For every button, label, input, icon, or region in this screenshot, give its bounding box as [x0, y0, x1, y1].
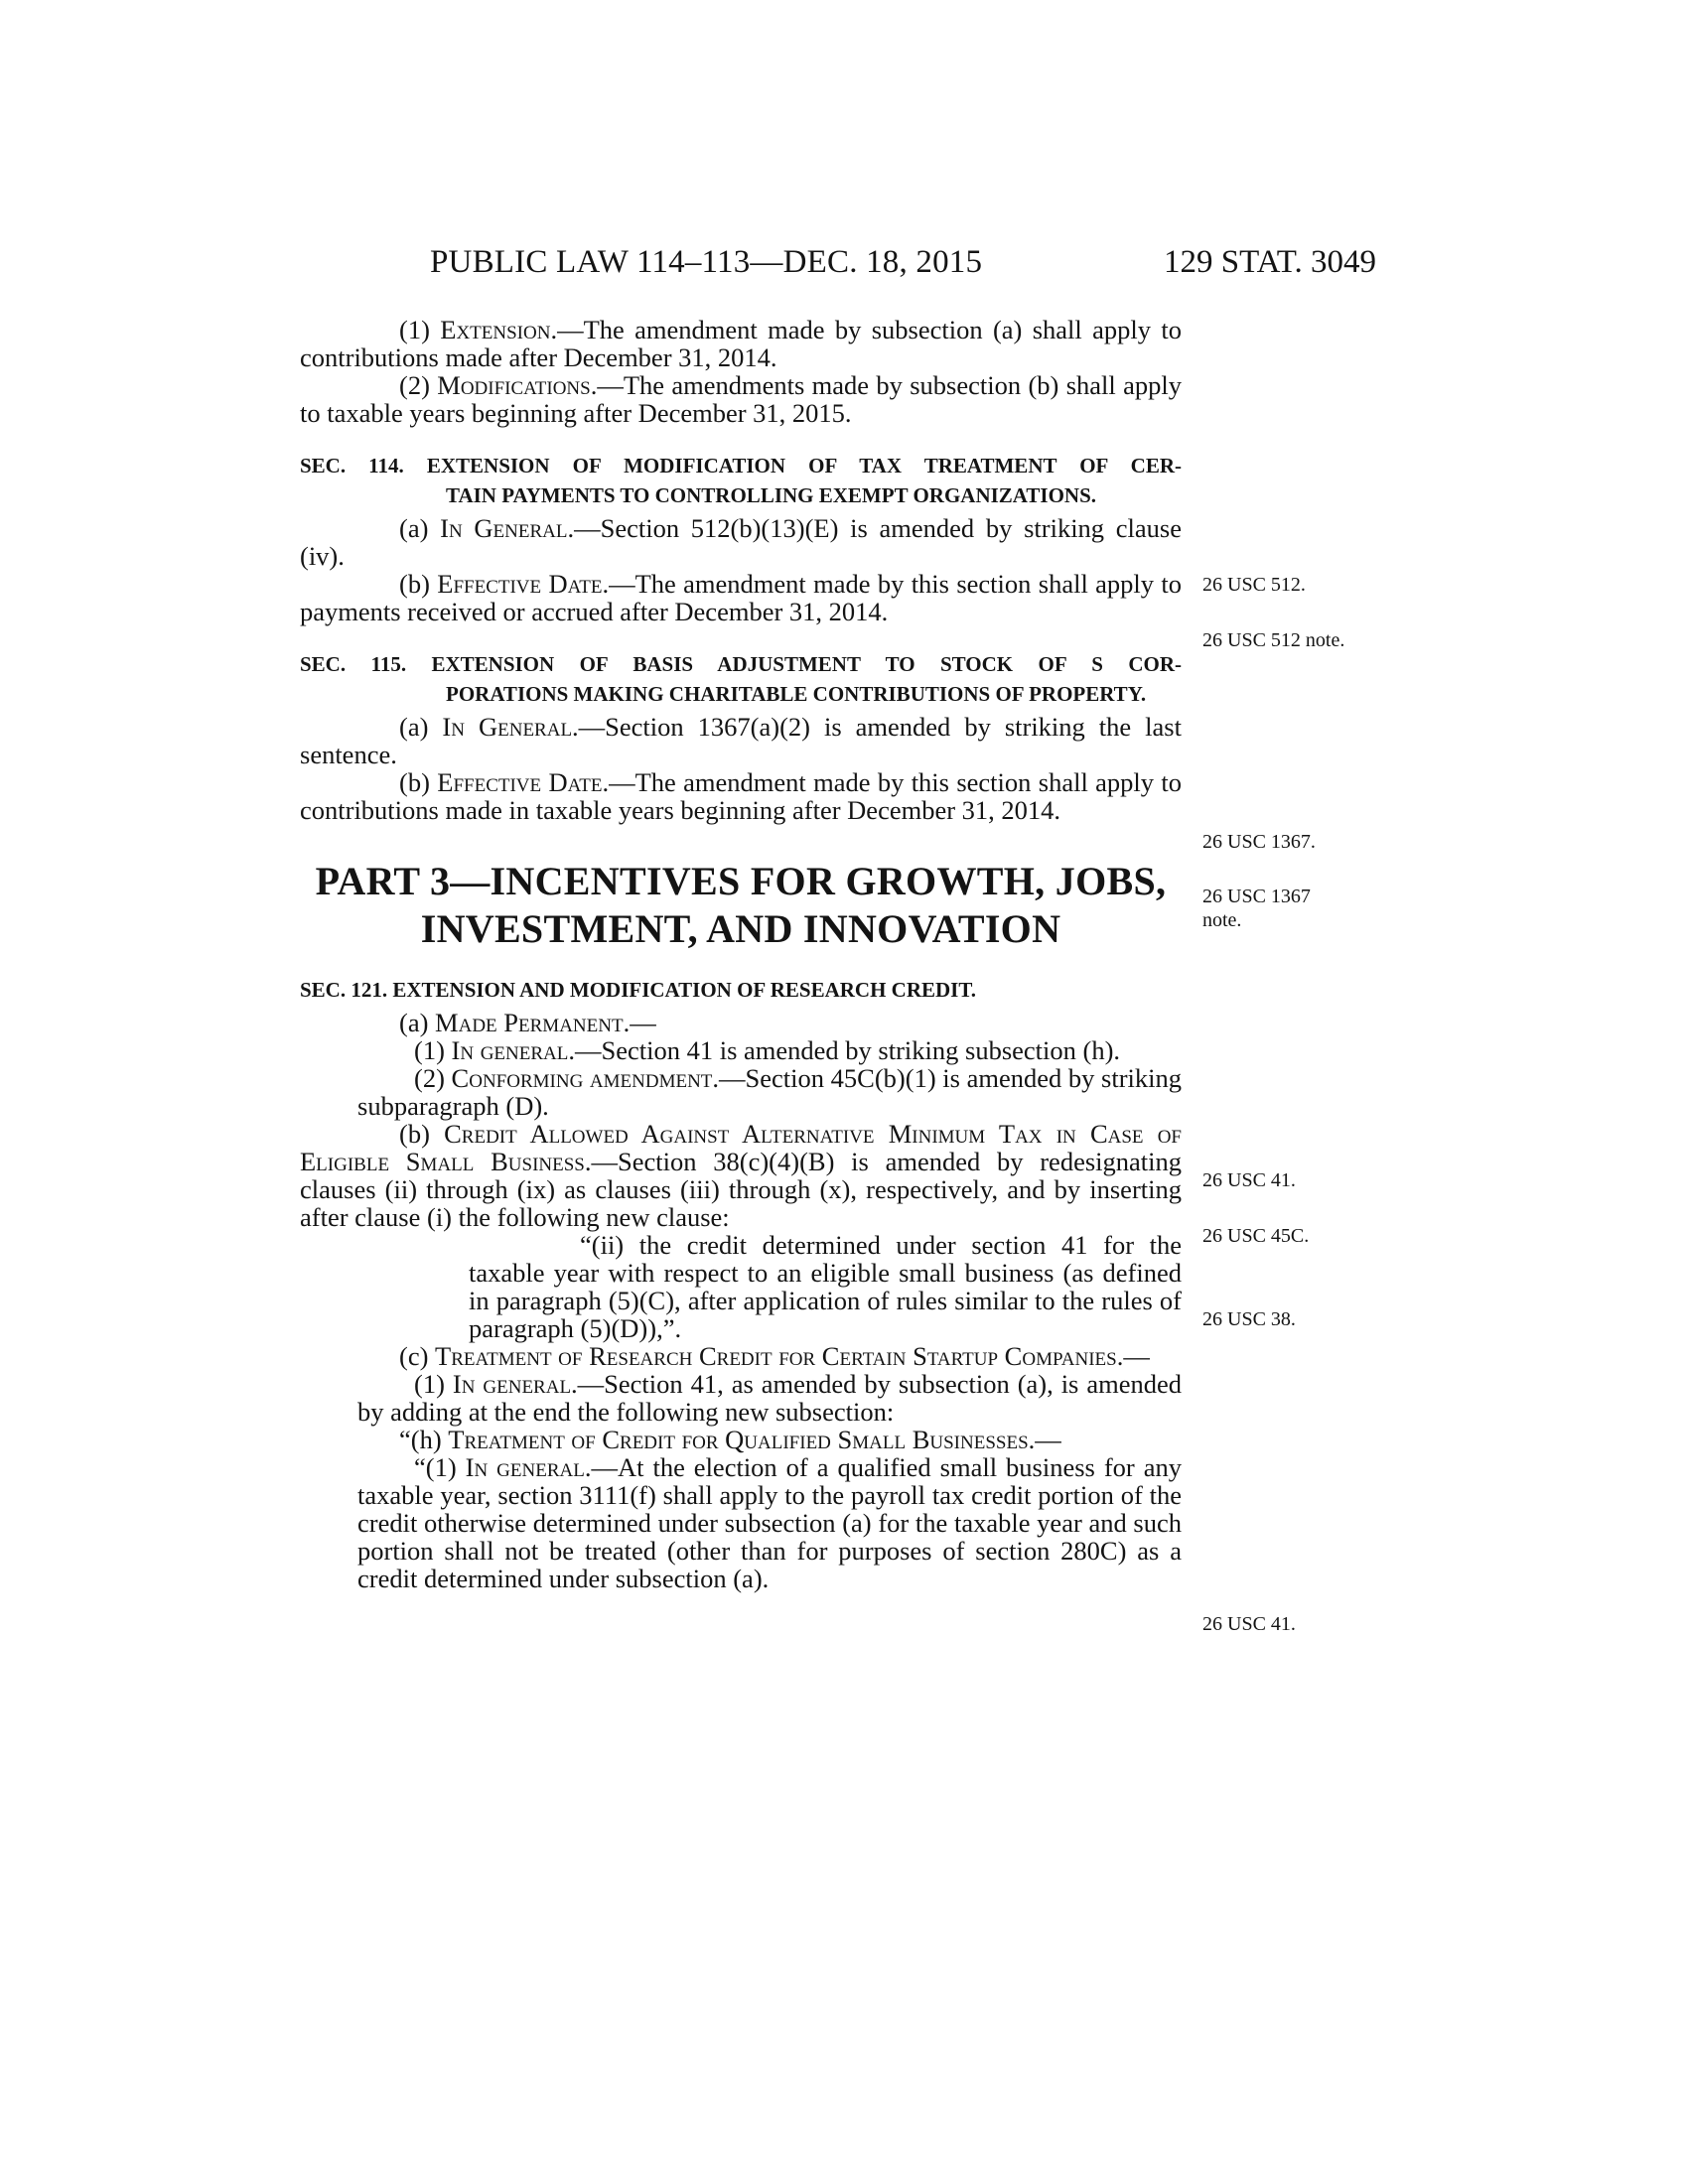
- subsection-heading: Made Permanent: [435, 1008, 624, 1037]
- subsection-text: .—Section 512(b)(13)(E) is amended by striking clause (iv).: [300, 513, 1182, 571]
- subsection-heading: Treatment of Research Credit for Certain Startup Companies: [435, 1341, 1117, 1371]
- subsection-text: .—The amendment made by this section shall apply to payments received or accrued after December 31, 2014.: [300, 569, 1182, 626]
- paragraph-text: .—Section 45C(b)(1) is amended by striking subparagraph (D).: [357, 1063, 1182, 1121]
- margin-note: 26 USC 38.: [1202, 1308, 1296, 1330]
- paragraph-modifications: [300, 371, 1182, 427]
- subsection-heading: Credit Allowed Against Alternative Minimum Tax in Case of Eligible Small Business: [300, 1119, 1183, 1176]
- margin-note: 26 USC 512 note.: [1202, 629, 1345, 651]
- subsection-text: .—Section 1367(a)(2) is amended by striking the last sentence.: [300, 712, 1182, 769]
- margin-note: 26 USC 1367 note.: [1202, 886, 1311, 931]
- document-body: [300, 316, 1182, 1592]
- paragraph-text: .—At the election of a qualified small business for any taxable year, section 3111(f) shall apply to the payroll tax credit portion of the credit otherwise determined under subsection (a) for the taxable year and such portion shall not be treated (other than for purposes of section 280C) as a credit determined under subsection (a).: [357, 1452, 1182, 1593]
- sec114-subsection-a: [300, 514, 1182, 570]
- section-heading-line: SEC. 115. EXTENSION OF BASIS ADJUSTMENT TO STOCK OF S COR-: [300, 652, 1182, 676]
- part-3-heading: [300, 858, 1182, 953]
- sec121-a-paragraph-2: [300, 1064, 1182, 1120]
- paragraph-heading: In general: [451, 1035, 569, 1065]
- subsection-heading: In General: [440, 513, 568, 543]
- subsection-number: (c): [399, 1341, 436, 1371]
- sec121-a-paragraph-1: [300, 1036, 1182, 1064]
- subsection-number: (a): [399, 513, 441, 543]
- sec121-c-paragraph-1: [300, 1370, 1182, 1426]
- sec115-subsection-b: [300, 768, 1182, 824]
- paragraph-text: .—Section 41 is amended by striking subsection (h).: [568, 1035, 1121, 1065]
- subsection-heading: Effective Date: [437, 569, 603, 599]
- paragraph-extension: [300, 316, 1182, 371]
- section-121-heading: SEC. 121. EXTENSION AND MODIFICATION OF RESEARCH CREDIT.: [300, 978, 977, 1002]
- quoted-paragraph-h1: [300, 1453, 1182, 1592]
- section-heading-continuation: TAIN PAYMENTS TO CONTROLLING EXEMPT ORGANIZATIONS.: [446, 483, 1097, 507]
- section-heading-line: SEC. 114. EXTENSION OF MODIFICATION OF TAX TREATMENT OF CER-: [300, 454, 1182, 478]
- paragraph-number: (1): [399, 315, 441, 344]
- margin-note: 26 USC 41.: [1202, 1169, 1296, 1191]
- subsection-heading: Treatment of Credit for Qualified Small Businesses: [448, 1425, 1029, 1454]
- quoted-subsection-h: [300, 1426, 1182, 1453]
- subsection-number: (a): [399, 1008, 436, 1037]
- paragraph-number: (2): [399, 370, 438, 400]
- section-115-heading: [300, 649, 1182, 709]
- margin-note: 26 USC 1367.: [1202, 831, 1316, 853]
- subsection-heading: Effective Date: [437, 767, 603, 797]
- paragraph-text: .—The amendments made by subsection (b) shall apply to taxable years beginning after December 31, 2015.: [300, 370, 1182, 428]
- page-header-right: 129 STAT. 3049: [1163, 244, 1376, 280]
- subsection-text: .—: [1116, 1341, 1150, 1371]
- paragraph-number: (1): [414, 1035, 452, 1065]
- margin-note: 26 USC 45C.: [1202, 1225, 1310, 1247]
- sec121-subsection-a: [300, 1009, 1182, 1036]
- sec114-subsection-b: [300, 570, 1182, 625]
- sec115-subsection-a: [300, 713, 1182, 768]
- subsection-text: .—The amendment made by this section shall apply to contributions made in taxable years beginning after December 31, 2014.: [300, 767, 1182, 825]
- paragraph-text: .—The amendment made by subsection (a) shall apply to contributions made after December 31, 2014.: [300, 315, 1182, 372]
- subsection-text: .—: [623, 1008, 656, 1037]
- page-header-left: PUBLIC LAW 114–113—DEC. 18, 2015: [430, 244, 983, 280]
- subsection-number: (b): [399, 569, 438, 599]
- paragraph-text: .—Section 41, as amended by subsection (a), is amended by adding at the end the following new subsection:: [357, 1369, 1182, 1427]
- paragraph-heading: Conforming amendment: [451, 1063, 713, 1093]
- paragraph-number: “(1): [414, 1452, 466, 1482]
- paragraph-heading: Modifications: [437, 370, 591, 400]
- paragraph-heading: In general: [465, 1452, 585, 1482]
- paragraph-heading: Extension: [440, 315, 551, 344]
- subsection-heading: In General: [442, 712, 573, 742]
- paragraph-number: (2): [414, 1063, 452, 1093]
- section-114-heading: [300, 451, 1182, 510]
- margin-note: 26 USC 41.: [1202, 1613, 1296, 1635]
- subsection-number: (b): [399, 1119, 445, 1149]
- subsection-text: .—Section 38(c)(4)(B) is amended by redesignating clauses (ii) through (ix) as clauses (iii) through (x), respectively, and by inserting after clause (i) the following new clause:: [300, 1147, 1182, 1232]
- paragraph-heading: In general: [452, 1369, 572, 1399]
- margin-note: 26 USC 512.: [1202, 574, 1306, 596]
- sec121-subsection-b: [300, 1120, 1182, 1231]
- paragraph-number: (1): [414, 1369, 453, 1399]
- subsection-number: (a): [399, 712, 443, 742]
- subsection-number: “(h): [399, 1425, 449, 1454]
- part-heading-line-1: PART 3—INCENTIVES FOR GROWTH, JOBS,: [315, 859, 1167, 903]
- subsection-number: (b): [399, 767, 438, 797]
- part-heading-line-2: INVESTMENT, AND INNOVATION: [420, 906, 1061, 951]
- quoted-clause-ii: “(ii) the credit determined under section 41 for the taxable year with respect to an eligible small business (as defined in paragraph (5)(C), after application of rules similar to the rules of paragraph (5)(D)),”.: [469, 1230, 1182, 1343]
- sec121-subsection-c: [300, 1342, 1182, 1370]
- subsection-text: .—: [1028, 1425, 1061, 1454]
- section-heading-continuation: PORATIONS MAKING CHARITABLE CONTRIBUTIONS OF PROPERTY.: [446, 682, 1147, 706]
